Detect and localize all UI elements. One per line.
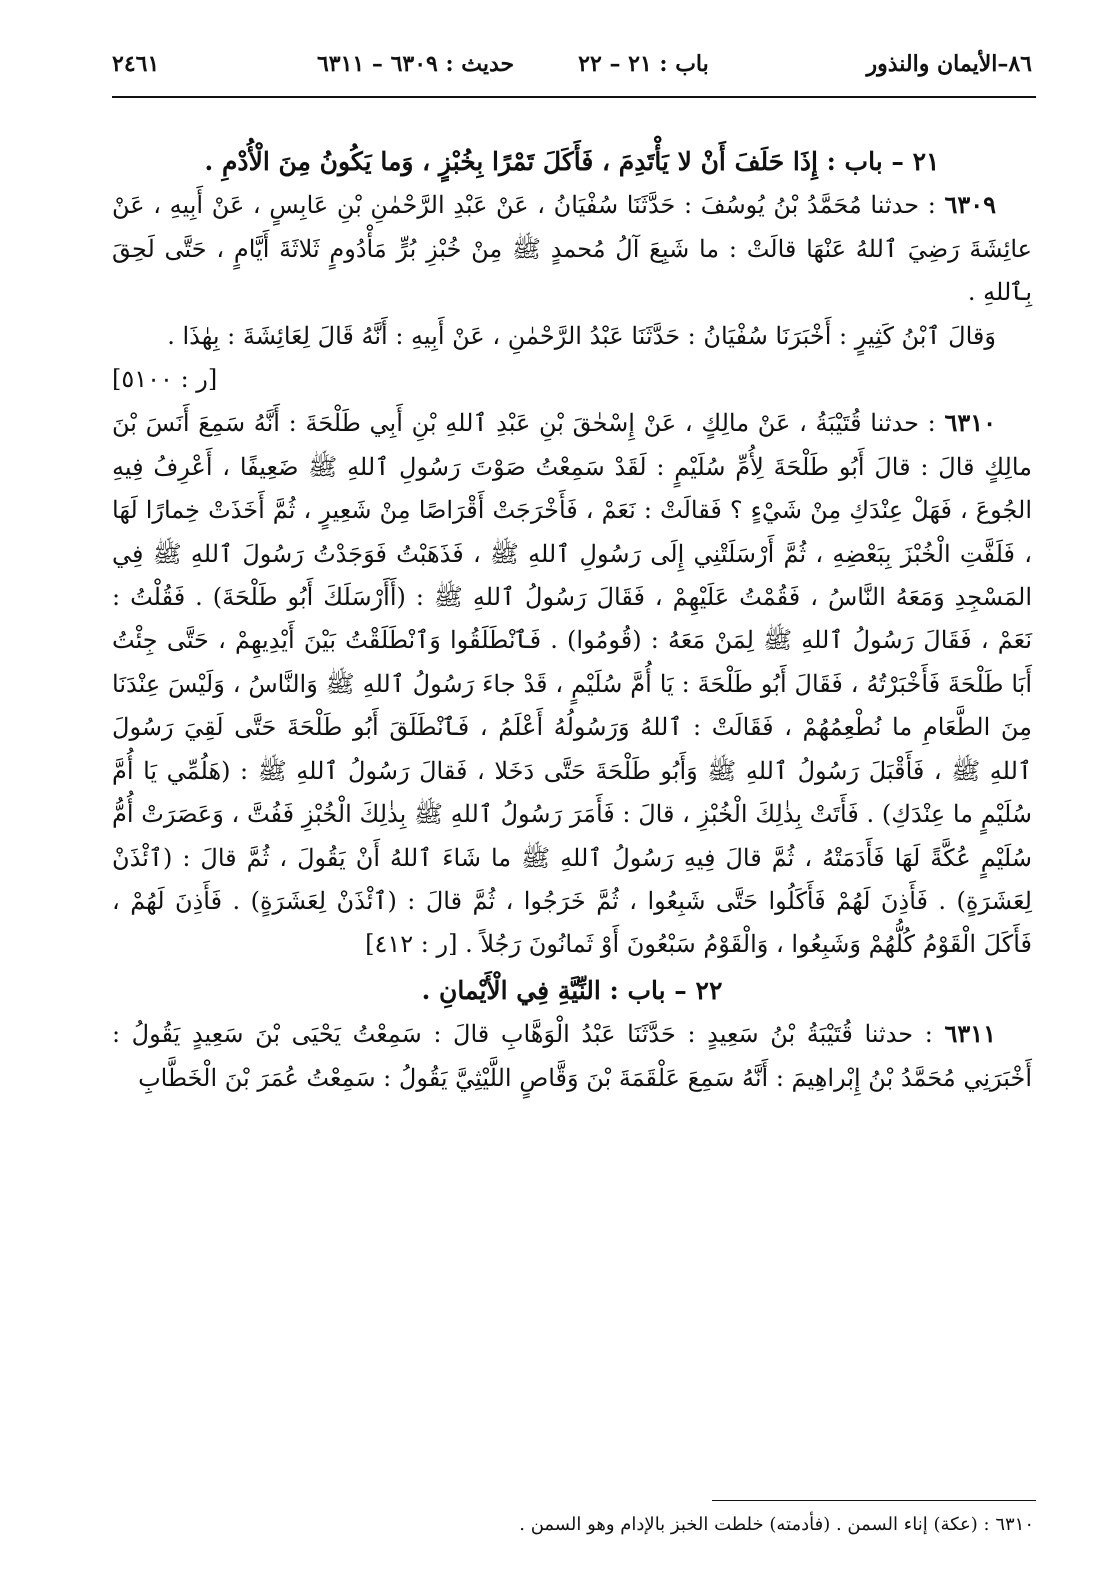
hadith-6309-note: وَقالَ ٱبْنُ كَثِيرٍ : أَخْبَرَنَا سُفْيَانُ : حَدَّثَنَا عَبْدُ الرَّحْمٰنِ ، عَنْ أَبِيهِ : أَنَّهُ قَالَ لِعَائِشَةَ : بِهٰذَا . [167, 321, 996, 350]
hadith-6311-number: ٦٣١١ [944, 1019, 996, 1049]
hadith-6310-number: ٦٣١٠ [944, 408, 996, 438]
hadith-6311-text: : حدثنا قُتَيْبَةُ بْنُ سَعِيدٍ : حَدَّثَنَا عَبْدُ الْوَهَّابِ قالَ : سَمِعْتُ يَحْيَى بْنَ سَعِيدٍ يَقُولُ : أَخْبَرَنِي مُحَمَّدُ بْنُ إِبْراهِيمَ : أَنَّهُ سَمِعَ عَلْقَمَةَ بْنَ وَقَّاصٍ اللَّيْثِيَّ يَقُولُ : سَمِعْتُ عُمَرَ بْنَ الْخَطَّابِ [112, 1020, 1032, 1092]
header-rule [112, 96, 1036, 98]
hadith-6309-number: ٦٣٠٩ [944, 190, 997, 220]
bab-21-title: ٢١ – باب : إِذَا حَلَفَ أَنْ لا يَأْتَدِمَ ، فَأَكَلَ تَمْرًا بِخُبْزٍ ، وَما يَكُونُ مِنَ الْأُدْمِ . [204, 147, 940, 176]
header-hadith-range: حديث : ٦٣٠٩ – ٦٣١١ [316, 51, 515, 77]
running-header [112, 44, 1032, 84]
footnote: ٦٣١٠ : (عكة) إناء السمن . (فأدمته) خلطت الخبز بالإدام وهو السمن . [519, 1514, 1034, 1535]
header-bab-range: باب : ٢١ – ٢٢ [578, 51, 709, 77]
page-body [112, 140, 1032, 1100]
hadith-6311 [112, 1012, 1032, 1100]
header-chapter: ٨٦–الأيمان والنذور [866, 51, 1032, 77]
hadith-6310-text: : حدثنا قُتَيْبَةُ ، عَنْ مالِكٍ ، عَنْ إِسْحٰقَ بْنِ عَبْدِ ٱللهِ بْنِ أَبِي طَلْحَةَ : أَنَّهُ سَمِعَ أَنَسَ بْنَ مالِكٍ قالَ : قالَ أَبُو طَلْحَةَ لِأُمِّ سُلَيْمٍ : لَقَدْ سَمِعْتُ صَوْتَ رَسُولِ ٱللهِ ﷺ ضَعِيفًا ، أَعْرِفُ فِيهِ الجُوعَ ، فَهَلْ عِنْدَكِ مِنْ شَيْءٍ ؟ فَقالَتْ : نَعَمْ ، فَأَخْرَجَتْ أَقْرَاصًا مِنْ شَعِيرٍ ، ثُمَّ أَخَذَتْ خِمارًا لَهَا ، فَلَفَّتِ الْخُبْزَ بِبَعْضِهِ ، ثُمَّ أَرْسَلَتْنِي إِلَى رَسُولِ ٱللهِ ﷺ ، فَذَهَبْتُ فَوَجَدْتُ رَسُولَ ٱللهِ ﷺ فِي المَسْجِدِ وَمَعَهُ النَّاسُ ، فَقُمْتُ عَلَيْهِمْ ، فَقَالَ رَسُولُ ٱللهِ ﷺ : (أَأَرْسَلَكَ أَبُو طَلْحَةَ) . فَقُلْتُ : نَعَمْ ، فَقَالَ رَسُولُ ٱللهِ ﷺ لِمَنْ مَعَهُ : (قُومُوا) . فَٱنْطَلَقُوا وَٱنْطَلَقْتُ بَيْنَ أَيْدِيهِمْ ، حَتَّى جِئْتُ أَبَا طَلْحَةَ فَأَخْبَرْتُهُ ، فَقَالَ أَبُو طَلْحَةَ : يَا أُمَّ سُلَيْمٍ ، قَدْ جاءَ رَسُولُ ٱللهِ ﷺ وَالنَّاسُ ، وَلَيْسَ عِنْدَنَا مِنَ الطَّعَامِ ما نُطْعِمُهُمْ ، فَقَالَتْ : ٱللهُ وَرَسُولُهُ أَعْلَمُ ، فَٱنْطَلَقَ أَبُو طَلْحَةَ حَتَّى لَقِيَ رَسُولَ ٱللهِ ﷺ ، فَأَقْبَلَ رَسُولُ ٱللهِ ﷺ وَأَبُو طَلْحَةَ حَتَّى دَخَلا ، فَقالَ رَسُولُ ٱللهِ ﷺ : (هَلُمِّي يَا أُمَّ سُلَيْمٍ ما عِنْدَكِ) . فَأَتَتْ بِذٰلِكَ الْخُبْزِ ، قالَ : فَأَمَرَ رَسُولُ ٱللهِ ﷺ بِذٰلِكَ الْخُبْزِ فَفُتَّ ، وَعَصَرَتْ أُمُّ سُلَيْمٍ عُكَّةً لَهَا فَأَدَمَتْهُ ، ثُمَّ قالَ فِيهِ رَسُولُ ٱللهِ ﷺ ما شَاءَ ٱللهُ أَنْ يَقُولَ ، ثُمَّ قالَ : (ٱئْذَنْ لِعَشَرَةٍ) . فَأَذِنَ لَهُمْ فَأَكَلُوا حَتَّى شَبِعُوا ، ثُمَّ خَرَجُوا ، ثُمَّ قالَ : (ٱئْذَنْ لِعَشَرَةٍ) . فَأَذِنَ لَهُمْ ، فَأَكَلَ الْقَوْمُ كُلُّهُمْ وَشَبِعُوا ، وَالْقَوْمُ سَبْعُونَ أَوْ ثَمانُونَ رَجُلاً . [112, 409, 1033, 959]
page-number: ٢٤٦١ [112, 51, 160, 77]
hadith-6309-text: : حدثنا مُحَمَّدُ بْنُ يُوسُفَ : حَدَّثَنَا سُفْيَانُ ، عَنْ عَبْدِ الرَّحْمٰنِ بْنِ عَابِسٍ ، عَنْ أَبِيهِ ، عَنْ عائِشَةَ رَضِيَ ٱللهُ عَنْهَا قالَتْ : ما شَبِعَ آلُ مُحمدٍ ﷺ مِنْ خُبْزِ بُرٍّ مَأْدُومٍ ثَلاثَةَ أَيَّامٍ ، حَتَّى لَحِقَ بِٱللهِ . [112, 191, 1032, 307]
hadith-6309 [112, 183, 1032, 314]
hadith-6309-ref: [ر : ٥١٠٠] [112, 365, 218, 394]
header-ranges [317, 51, 709, 77]
bab-22-title: ٢٢ – باب : النِّيَّةِ فِي الْأَيْمانِ . [421, 975, 723, 1005]
hadith-6310-ref: [ر : ٤١٢] [365, 930, 458, 959]
hadith-6310 [112, 401, 1032, 966]
footnote-rule [712, 1500, 1036, 1501]
